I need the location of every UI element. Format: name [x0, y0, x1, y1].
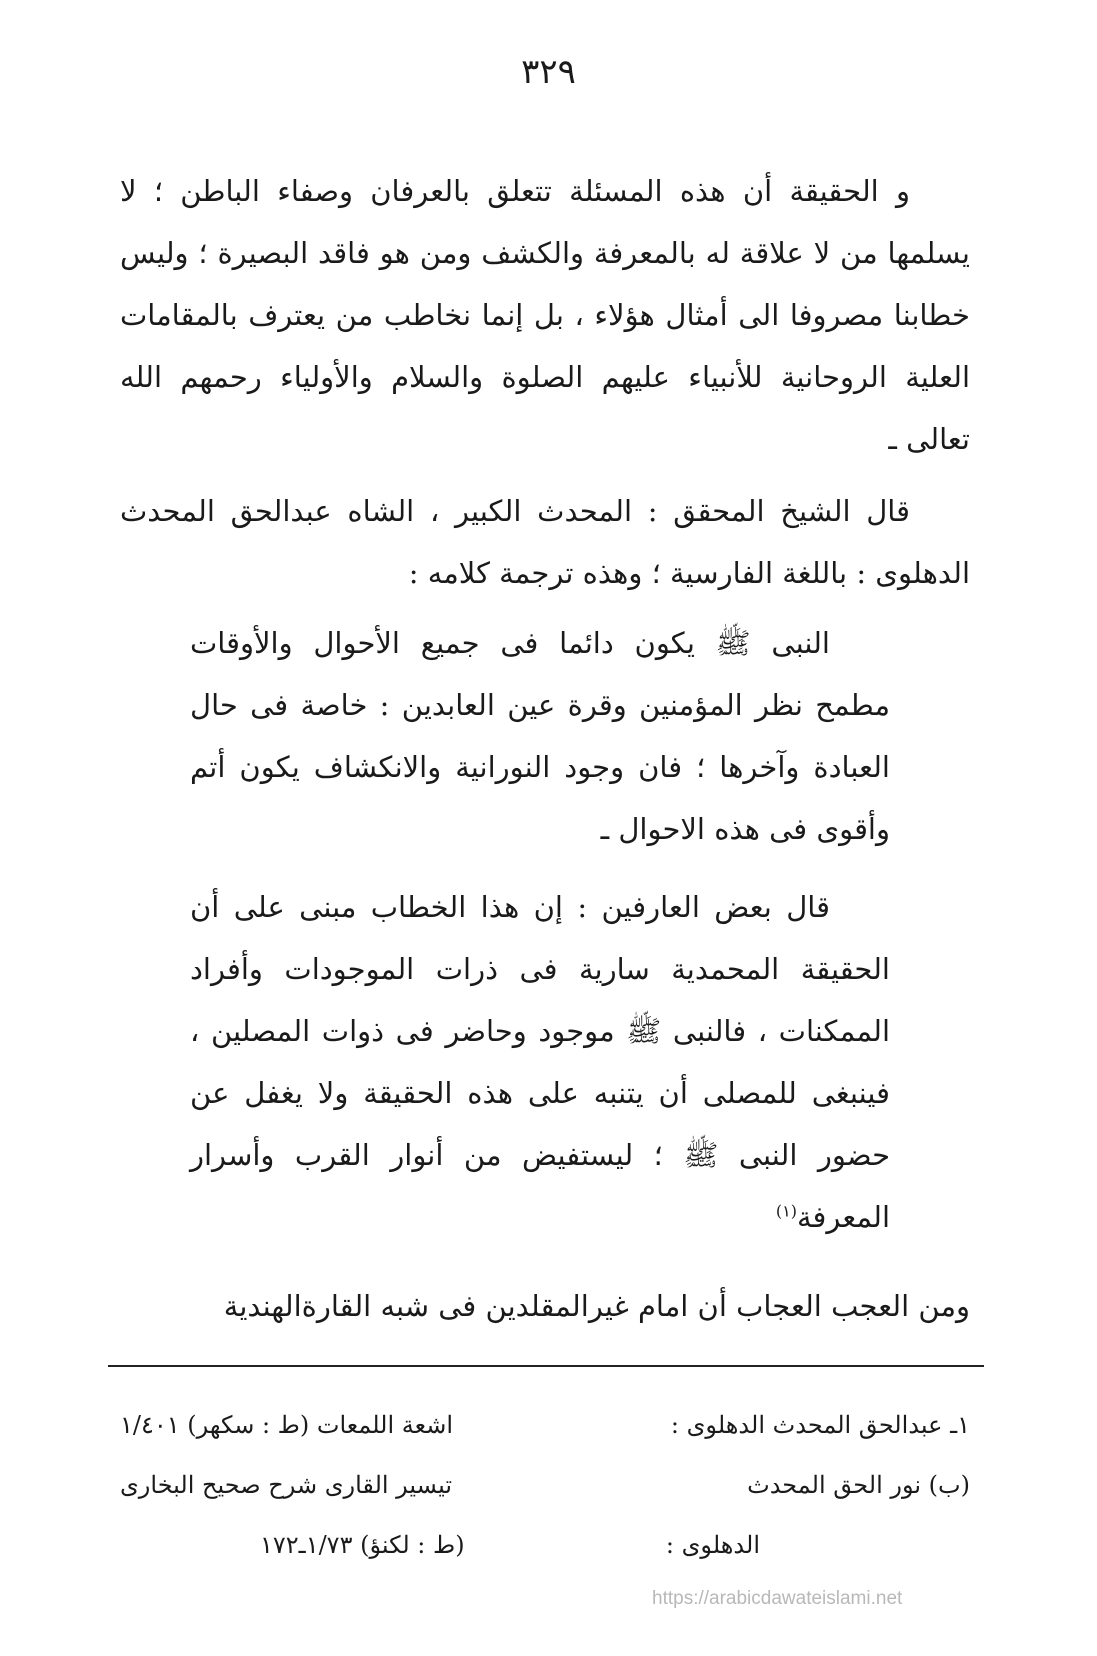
paragraph-reality-of-matter [120, 160, 970, 470]
footnotes [120, 1395, 970, 1575]
paragraph-text: قال الشيخ المحقق : المحدث الكبير ، الشاه عبدالحق المحدث الدهلوى : باللغة الفارسية ؛ وهذه ترجمة كلامه : [120, 494, 970, 590]
paragraph-text: ومن العجب العجاب أن امام غيرالمقلدين فى شبه القارةالهندية [223, 1289, 970, 1323]
footnote-1-source: اشعة اللمعات (ط : سكهر) ١/٤٠١ [120, 1411, 453, 1439]
page-number: ٣٢٩ [521, 52, 576, 92]
paragraph-text: و الحقيقة أن هذه المسئلة تتعلق بالعرفان وصفاء الباطن ؛ لا يسلمها من لا علاقة له بالمعرفة والكشف ومن هو فاقد البصيرة ؛ وليس خطابنا مصروفا الى أمثال هؤلاء ، بل إنما نخاطب من يعترف بالمقامات العلية الروحانية للأنبياء عليهم الصلوة والسلام والأولياء رحمهم الله تعالى ـ [120, 174, 970, 456]
footnote-2-source-cont: (ط : لكنؤ) ١/٧٣ـ١٧٢ [260, 1531, 465, 1559]
footnote-2-author: (ب) نور الحق المحدث [747, 1471, 970, 1499]
quote-text: قال بعض العارفين : إن هذا الخطاب مبنى على أن الحقيقة المحمدية سارية فى ذرات الموجودات وأفراد الممكنات ، فالنبى ﷺ موجود وحاضر فى ذوات المصلين ، فينبغى للمصلى أن يتنبه على هذه الحقيقة ولا يغفل عن حضور النبى ﷺ ؛ ليستفيض من أنوار القرب وأسرار المعرفة [190, 890, 890, 1234]
watermark-url: https://arabicdawateislami.net [652, 1588, 903, 1609]
footnote-2 [120, 1455, 970, 1515]
quote-text: النبى ﷺ يكون دائما فى جميع الأحوال والأوقات مطمح نظر المؤمنين وقرة عين العابدين : خاصة فى حال العبادة وآخرها ؛ فان وجود النورانية والانكشاف يكون أتم وأقوى فى هذه الاحوال ـ [190, 626, 890, 846]
paragraph-sheikh-statement [120, 480, 970, 604]
footnote-1-author: ١ـ عبدالحق المحدث الدهلوى : [670, 1411, 970, 1439]
footnote-1 [120, 1395, 970, 1455]
footnote-2-source: تيسير القارى شرح صحيح البخارى [120, 1471, 452, 1499]
quoted-passage-prophet [190, 612, 890, 860]
quoted-passage-arifin [190, 876, 890, 1248]
footnote-marker[interactable]: (١) [775, 1201, 797, 1221]
footnote-2-continued [120, 1515, 970, 1575]
paragraph-strange-matter [120, 1275, 970, 1337]
footnote-divider [108, 1365, 984, 1367]
footnote-2-author-cont: الدهلوى : [665, 1531, 760, 1559]
